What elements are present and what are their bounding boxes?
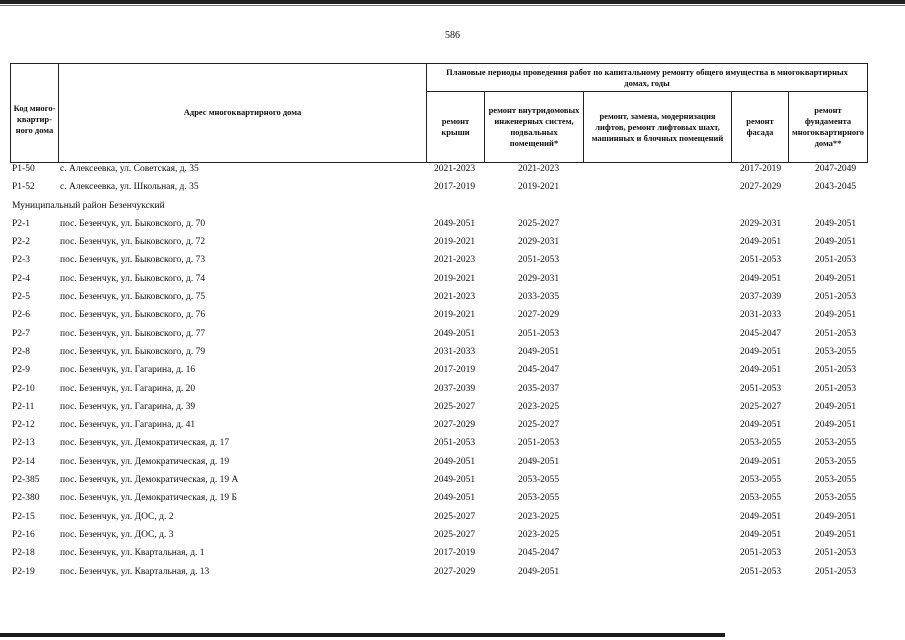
cell-address: пос. Безенчук, ул. Быковского, д. 73: [60, 255, 206, 266]
cell-foundation: 2053-2055: [815, 346, 857, 357]
cell-address: с. Алексеевка, ул. Школьная, д. 35: [60, 182, 199, 193]
cell-roof: 2021-2023: [434, 164, 476, 174]
table-row: [0, 253, 905, 271]
cell-systems: 2029-2031: [518, 273, 560, 284]
cell-roof: 2019-2021: [434, 237, 476, 248]
table-row: [0, 363, 905, 381]
cell-code: Р2-380: [12, 493, 40, 504]
cell-code: Р2-2: [12, 237, 30, 248]
header-foundation: ремонт фундамента многоквартирного дома**: [791, 105, 865, 148]
cell-roof: 2017-2019: [434, 365, 476, 376]
cell-roof: 2049-2051: [434, 328, 476, 339]
cell-address: пос. Безенчук, ул. Быковского, д. 72: [60, 237, 206, 248]
cell-address: пос. Безенчук, ул. Демократическая, д. 19 А: [60, 475, 239, 486]
table-header: [10, 63, 868, 164]
header-systems: ремонт внутридомовых инженерных систем, подвальных помещений*: [485, 92, 583, 162]
cell-facade: 2049-2051: [740, 529, 782, 540]
section-title: Муниципальный район Безенчукский: [12, 200, 165, 211]
cell-code: Р2-15: [12, 511, 35, 522]
cell-facade: 2053-2055: [740, 475, 782, 486]
cell-roof: 2027-2029: [434, 566, 476, 577]
cell-roof: 2017-2019: [434, 182, 476, 193]
cell-address: с. Алексеевка, ул. Советская, д. 35: [60, 164, 199, 174]
cell-roof: 2049-2051: [434, 218, 476, 229]
cell-roof: 2017-2019: [434, 548, 476, 559]
table-row: [0, 565, 905, 583]
cell-facade: 2031-2033: [740, 310, 782, 321]
cell-facade: 2049-2051: [740, 420, 782, 431]
header-periods-title: Плановые периоды проведения работ по капитальному ремонту общего имущества в многоквартирных домах, годы: [446, 66, 848, 88]
table-row: [0, 418, 905, 436]
cell-foundation: 2053-2055: [815, 493, 857, 504]
table-row: [0, 528, 905, 546]
cell-foundation: 2051-2053: [815, 566, 857, 577]
cell-facade: 2045-2047: [740, 328, 782, 339]
cell-foundation: 2047-2049: [815, 164, 857, 174]
cell-foundation: 2049-2051: [815, 310, 857, 321]
page-number: 586: [445, 30, 460, 41]
cell-roof: 2025-2027: [434, 511, 476, 522]
main-rows-group: [0, 217, 905, 583]
cell-facade: 2037-2039: [740, 292, 782, 303]
cell-systems: 2045-2047: [518, 365, 560, 376]
table-body: [0, 162, 905, 583]
cell-facade: 2027-2029: [740, 182, 782, 193]
cell-systems: 2029-2031: [518, 237, 560, 248]
cell-address: пос. Безенчук, ул. Демократическая, д. 17: [60, 438, 230, 449]
cell-roof: 2049-2051: [434, 475, 476, 486]
cell-facade: 2049-2051: [740, 346, 782, 357]
cell-code: Р2-9: [12, 365, 30, 376]
cell-roof: 2037-2039: [434, 383, 476, 394]
cell-facade: 2025-2027: [740, 401, 782, 412]
cell-foundation: 2053-2055: [815, 438, 857, 449]
cell-address: пос. Безенчук, ул. Гагарина, д. 20: [60, 383, 196, 394]
cell-roof: 2025-2027: [434, 401, 476, 412]
cell-facade: 2049-2051: [740, 237, 782, 248]
cell-foundation: 2049-2051: [815, 218, 857, 229]
cell-systems: 2023-2025: [518, 511, 560, 522]
cell-address: пос. Безенчук, ул. Гагарина, д. 41: [60, 420, 196, 431]
cell-systems: 2023-2025: [518, 529, 560, 540]
cell-systems: 2019-2021: [518, 182, 560, 193]
cell-code: Р2-7: [12, 328, 30, 339]
cell-roof: 2051-2053: [434, 438, 476, 449]
cell-facade: 2049-2051: [740, 511, 782, 522]
cell-code: Р2-11: [12, 401, 35, 412]
cell-foundation: 2051-2053: [815, 548, 857, 559]
table-row: [0, 382, 905, 400]
cell-address: пос. Безенчук, ул. Быковского, д. 75: [60, 292, 206, 303]
header-divider-right: [867, 63, 868, 163]
cell-foundation: 2051-2053: [815, 365, 857, 376]
cell-code: Р2-14: [12, 456, 35, 467]
cell-facade: 2049-2051: [740, 365, 782, 376]
cell-code: Р2-4: [12, 273, 30, 284]
cell-address: пос. Безенчук, ул. ДОС, д. 2: [60, 511, 174, 522]
table-row: [0, 272, 905, 290]
cell-systems: 2035-2037: [518, 383, 560, 394]
cell-facade: 2051-2053: [740, 566, 782, 577]
cell-code: Р1-50: [12, 164, 35, 174]
cell-code: Р2-8: [12, 346, 30, 357]
cell-systems: 2049-2051: [518, 346, 560, 357]
cell-code: Р2-5: [12, 292, 30, 303]
table-row: [0, 217, 905, 235]
cell-facade: 2049-2051: [740, 273, 782, 284]
cell-code: Р2-10: [12, 383, 35, 394]
header-address: Адрес многоквартирного дома: [183, 107, 302, 117]
cell-code: Р2-3: [12, 255, 30, 266]
cell-systems: 2045-2047: [518, 548, 560, 559]
cell-foundation: 2051-2053: [815, 255, 857, 266]
cell-roof: 2031-2033: [434, 346, 476, 357]
cell-systems: 2049-2051: [518, 566, 560, 577]
cell-address: пос. Безенчук, ул. Демократическая, д. 19: [60, 456, 230, 467]
header-roof-col: ремонт крыши: [441, 116, 470, 137]
cell-address: пос. Безенчук, ул. Гагарина, д. 39: [60, 401, 196, 412]
cell-address: пос. Безенчук, ул. Быковского, д. 77: [60, 328, 206, 339]
cell-systems: 2033-2035: [518, 292, 560, 303]
cell-facade: 2017-2019: [740, 164, 782, 174]
cell-roof: 2049-2051: [434, 493, 476, 504]
table-row: [0, 546, 905, 564]
cell-address: пос. Безенчук, ул. Быковского, д. 79: [60, 346, 206, 357]
table-row: [0, 473, 905, 491]
cell-address: пос. Безенчук, ул. Быковского, д. 74: [60, 273, 206, 284]
cell-roof: 2025-2027: [434, 529, 476, 540]
table-row: [0, 180, 905, 198]
cell-foundation: 2043-2045: [815, 182, 857, 193]
cell-facade: 2051-2053: [740, 548, 782, 559]
cell-foundation: 2051-2053: [815, 383, 857, 394]
table-row: [0, 510, 905, 528]
cell-systems: 2053-2055: [518, 475, 560, 486]
cell-address: пос. Безенчук, ул. Демократическая, д. 19 Б: [60, 493, 237, 504]
cell-address: пос. Безенчук, ул. Гагарина, д. 16: [60, 365, 196, 376]
cell-facade: 2053-2055: [740, 493, 782, 504]
cell-address: пос. Безенчук, ул. Быковского, д. 70: [60, 218, 206, 229]
cell-facade: 2051-2053: [740, 255, 782, 266]
cell-systems: 2025-2027: [518, 218, 560, 229]
cell-code: Р1-52: [12, 182, 35, 193]
table-row: [0, 235, 905, 253]
cell-code: Р2-18: [12, 548, 35, 559]
table-row: [0, 308, 905, 326]
top-rows-group: [0, 162, 905, 199]
header-lift: ремонт, замена, модернизация лифтов, ремонт лифтовых шахт, машинных и блочных помещений: [591, 110, 724, 143]
cell-roof: 2021-2023: [434, 292, 476, 303]
cell-foundation: 2051-2053: [815, 328, 857, 339]
cell-roof: 2027-2029: [434, 420, 476, 431]
cell-roof: 2049-2051: [434, 456, 476, 467]
table-row: [0, 162, 905, 180]
table-row: [0, 327, 905, 345]
cell-systems: 2023-2025: [518, 401, 560, 412]
cell-systems: 2051-2053: [518, 255, 560, 266]
cell-code: Р2-12: [12, 420, 35, 431]
cell-foundation: 2049-2051: [815, 273, 857, 284]
header-code: Код много-квартир-ного дома: [13, 102, 56, 135]
table-row: [0, 400, 905, 418]
cell-code: Р2-1: [12, 218, 30, 229]
cell-facade: 2053-2055: [740, 438, 782, 449]
cell-systems: 2051-2053: [518, 438, 560, 449]
cell-systems: 2049-2051: [518, 456, 560, 467]
scan-edge-top: [0, 0, 905, 4]
cell-foundation: 2049-2051: [815, 529, 857, 540]
cell-code: Р2-16: [12, 529, 35, 540]
cell-foundation: 2049-2051: [815, 511, 857, 522]
table-row: [0, 436, 905, 454]
cell-systems: 2053-2055: [518, 493, 560, 504]
cell-facade: 2051-2053: [740, 383, 782, 394]
table-row: [0, 345, 905, 363]
scan-edge-bottom: [0, 633, 725, 637]
cell-systems: 2027-2029: [518, 310, 560, 321]
table-row: [0, 455, 905, 473]
cell-roof: 2019-2021: [434, 310, 476, 321]
cell-address: пос. Безенчук, ул. ДОС, д. 3: [60, 529, 174, 540]
cell-address: пос. Безенчук, ул. Квартальная, д. 1: [60, 548, 205, 559]
cell-systems: 2051-2053: [518, 328, 560, 339]
cell-address: пос. Безенчук, ул. Квартальная, д. 13: [60, 566, 210, 577]
cell-code: Р2-13: [12, 438, 35, 449]
cell-facade: 2029-2031: [740, 218, 782, 229]
cell-foundation: 2053-2055: [815, 475, 857, 486]
cell-roof: 2021-2023: [434, 255, 476, 266]
table-row: [0, 491, 905, 509]
cell-foundation: 2049-2051: [815, 401, 857, 412]
cell-systems: 2021-2023: [518, 164, 560, 174]
cell-facade: 2049-2051: [740, 456, 782, 467]
cell-foundation: 2051-2053: [815, 292, 857, 303]
cell-systems: 2025-2027: [518, 420, 560, 431]
cell-address: пос. Безенчук, ул. Быковского, д. 76: [60, 310, 206, 321]
table-row: [0, 290, 905, 308]
cell-foundation: 2049-2051: [815, 420, 857, 431]
scan-edge-top-thin: [0, 5, 905, 6]
cell-foundation: 2053-2055: [815, 456, 857, 467]
cell-foundation: 2049-2051: [815, 237, 857, 248]
cell-code: Р2-6: [12, 310, 30, 321]
header-facade: ремонт фасада: [746, 116, 774, 137]
cell-roof: 2019-2021: [434, 273, 476, 284]
section-row: [0, 199, 905, 217]
cell-code: Р2-19: [12, 566, 35, 577]
cell-code: Р2-385: [12, 475, 40, 486]
